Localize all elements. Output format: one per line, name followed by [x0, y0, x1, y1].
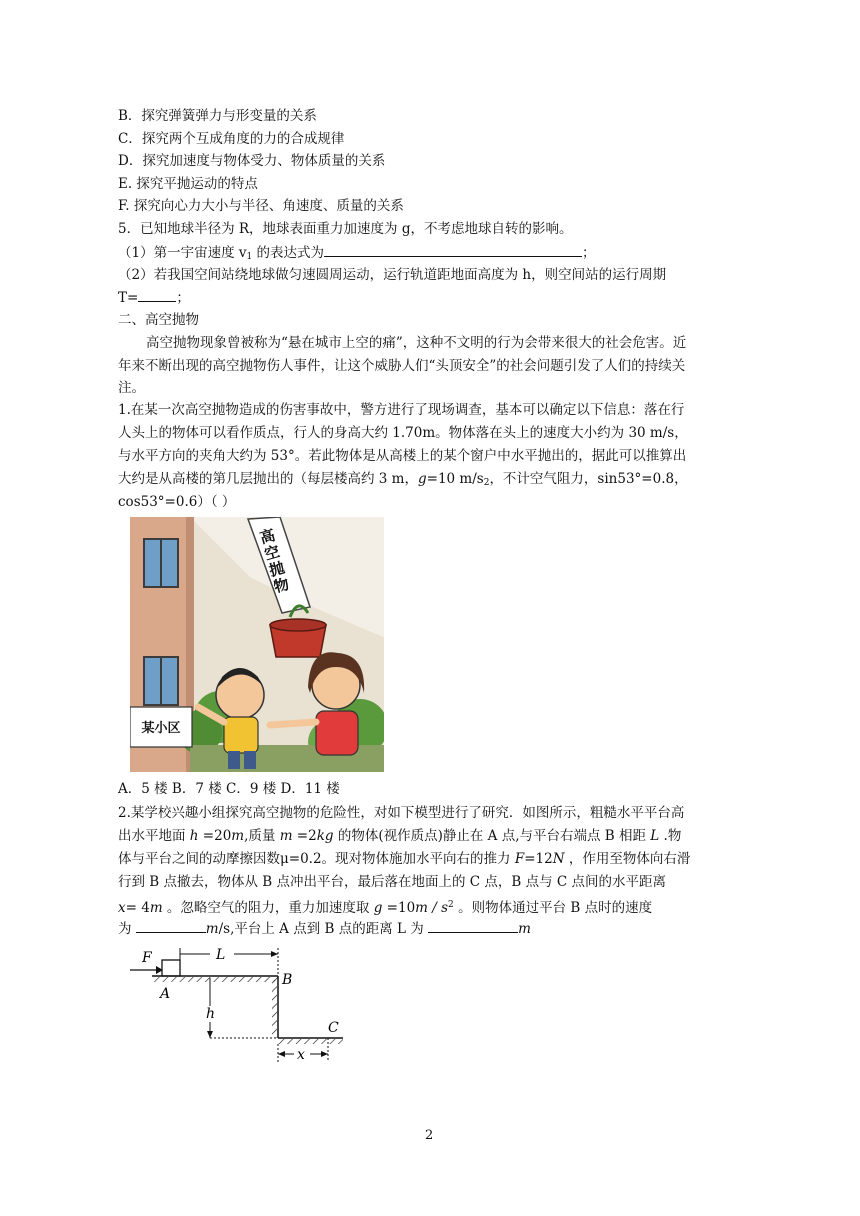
option-c: C．探究两个互成角度的力的合成规律: [118, 131, 345, 147]
paragraph-line: 年来不断出现的高空抛物伤人事件，让这个威胁人们“头顶安全”的社会问题引发了人们的持续关: [118, 358, 686, 374]
option-e: E. 探究平抛运动的特点: [118, 176, 258, 192]
label-A: A: [160, 986, 171, 1002]
question-5-part-2: （2）若我国空间站绕地球做匀速圆周运动，运行轨道距地面高度为 h，则空间站的运行周期: [118, 267, 667, 283]
answer-blank[interactable]: [324, 242, 582, 257]
paragraph-line: 注。: [118, 380, 145, 396]
answer-blank[interactable]: [136, 918, 206, 933]
answer-blank[interactable]: [428, 918, 518, 933]
question-1-line: 与水平方向的夹角大约为 53°。若此物体是从高楼上的某个窗户中水平抛出的，据此可以推算出: [118, 448, 687, 464]
answer-choices: A．5 楼 B．7 楼 C．9 楼 D．11 楼: [118, 781, 340, 797]
question-2-line: 体与平台之间的动摩擦因数μ=0.2。现对物体施加水平向右的推力 F=12N ，作用至物体向右滑: [118, 851, 691, 867]
option-b: B．探究弹簧弹力与形变量的关系: [118, 108, 317, 124]
question-2-line: x= 4m 。忽略空气的阻力，重力加速度取 $g =10m / s^2$ 。则物体通过平台 B 点时的速度: [118, 900, 653, 916]
platform-diagram: [128, 940, 358, 1065]
question-2-line: 为 m/s,平台上 A 点到 B 点的距离 L 为 m: [118, 918, 531, 939]
question-2-line: 出水平地面 h =20m,质量 m =2kg 的物体(视作质点)静止在 A 点,与平台右端点 B 相距 L .物: [118, 828, 682, 844]
question-2-line: 行到 B 点撤去，物体从 B 点冲出平台，最后落在地面上的 C 点，B 点与 C 点间的水平距离: [118, 874, 667, 890]
banner-text: 高空抛物: [257, 525, 292, 597]
question-5-part-2-cont: T= ；: [118, 287, 190, 308]
label-F: F: [142, 950, 152, 966]
option-f: F. 探究向心力大小与半径、角速度、质量的关系: [118, 198, 404, 214]
label-B: B: [282, 972, 293, 988]
page-number: 2: [425, 1128, 434, 1143]
answer-blank[interactable]: [138, 287, 176, 302]
question-5: 5．已知地球半径为 R，地球表面重力加速度为 g，不考虑地球自转的影响。: [118, 221, 573, 237]
question-1-line: 大约是从高楼的第几层抛出的（每层楼高约 3 m，g=10 $m/s_2$，不计空气阻力，sin53°=0.8，: [118, 471, 688, 488]
question-2-line: 2.某学校兴趣小组探究高空抛物的危险性，对如下模型进行了研究．如图所示，粗糙水平平台高: [118, 805, 685, 821]
section-heading: 二、高空抛物: [118, 312, 199, 328]
label-L: L: [216, 947, 226, 963]
question-1-line: 1.在某一次高空抛物造成的伤害事故中，警方进行了现场调查，基本可以确定以下信息：落在行: [118, 402, 685, 418]
option-d: D．探究加速度与物体受力、物体质量的关系: [118, 153, 386, 169]
community-sign-text: 某小区: [141, 721, 181, 736]
paragraph-line: 高空抛物现象曾被称为“悬在城市上空的痛”，这种不文明的行为会带来很大的社会危害。近: [146, 335, 687, 351]
question-1-line: 人头上的物体可以看作质点，行人的身高大约 1.70m。物体落在头上的速度大小约为 30 m/s，: [118, 425, 688, 441]
label-x: x: [297, 1047, 305, 1063]
label-C: C: [328, 1020, 339, 1036]
label-h: h: [206, 1006, 216, 1022]
question-5-part-1: （1）第一宇宙速度 $v_1$ 的表达式为 ；: [118, 242, 596, 267]
falling-object-illustration: [130, 517, 384, 772]
question-1-line: cos53°=0.6）（ ）: [118, 494, 236, 510]
